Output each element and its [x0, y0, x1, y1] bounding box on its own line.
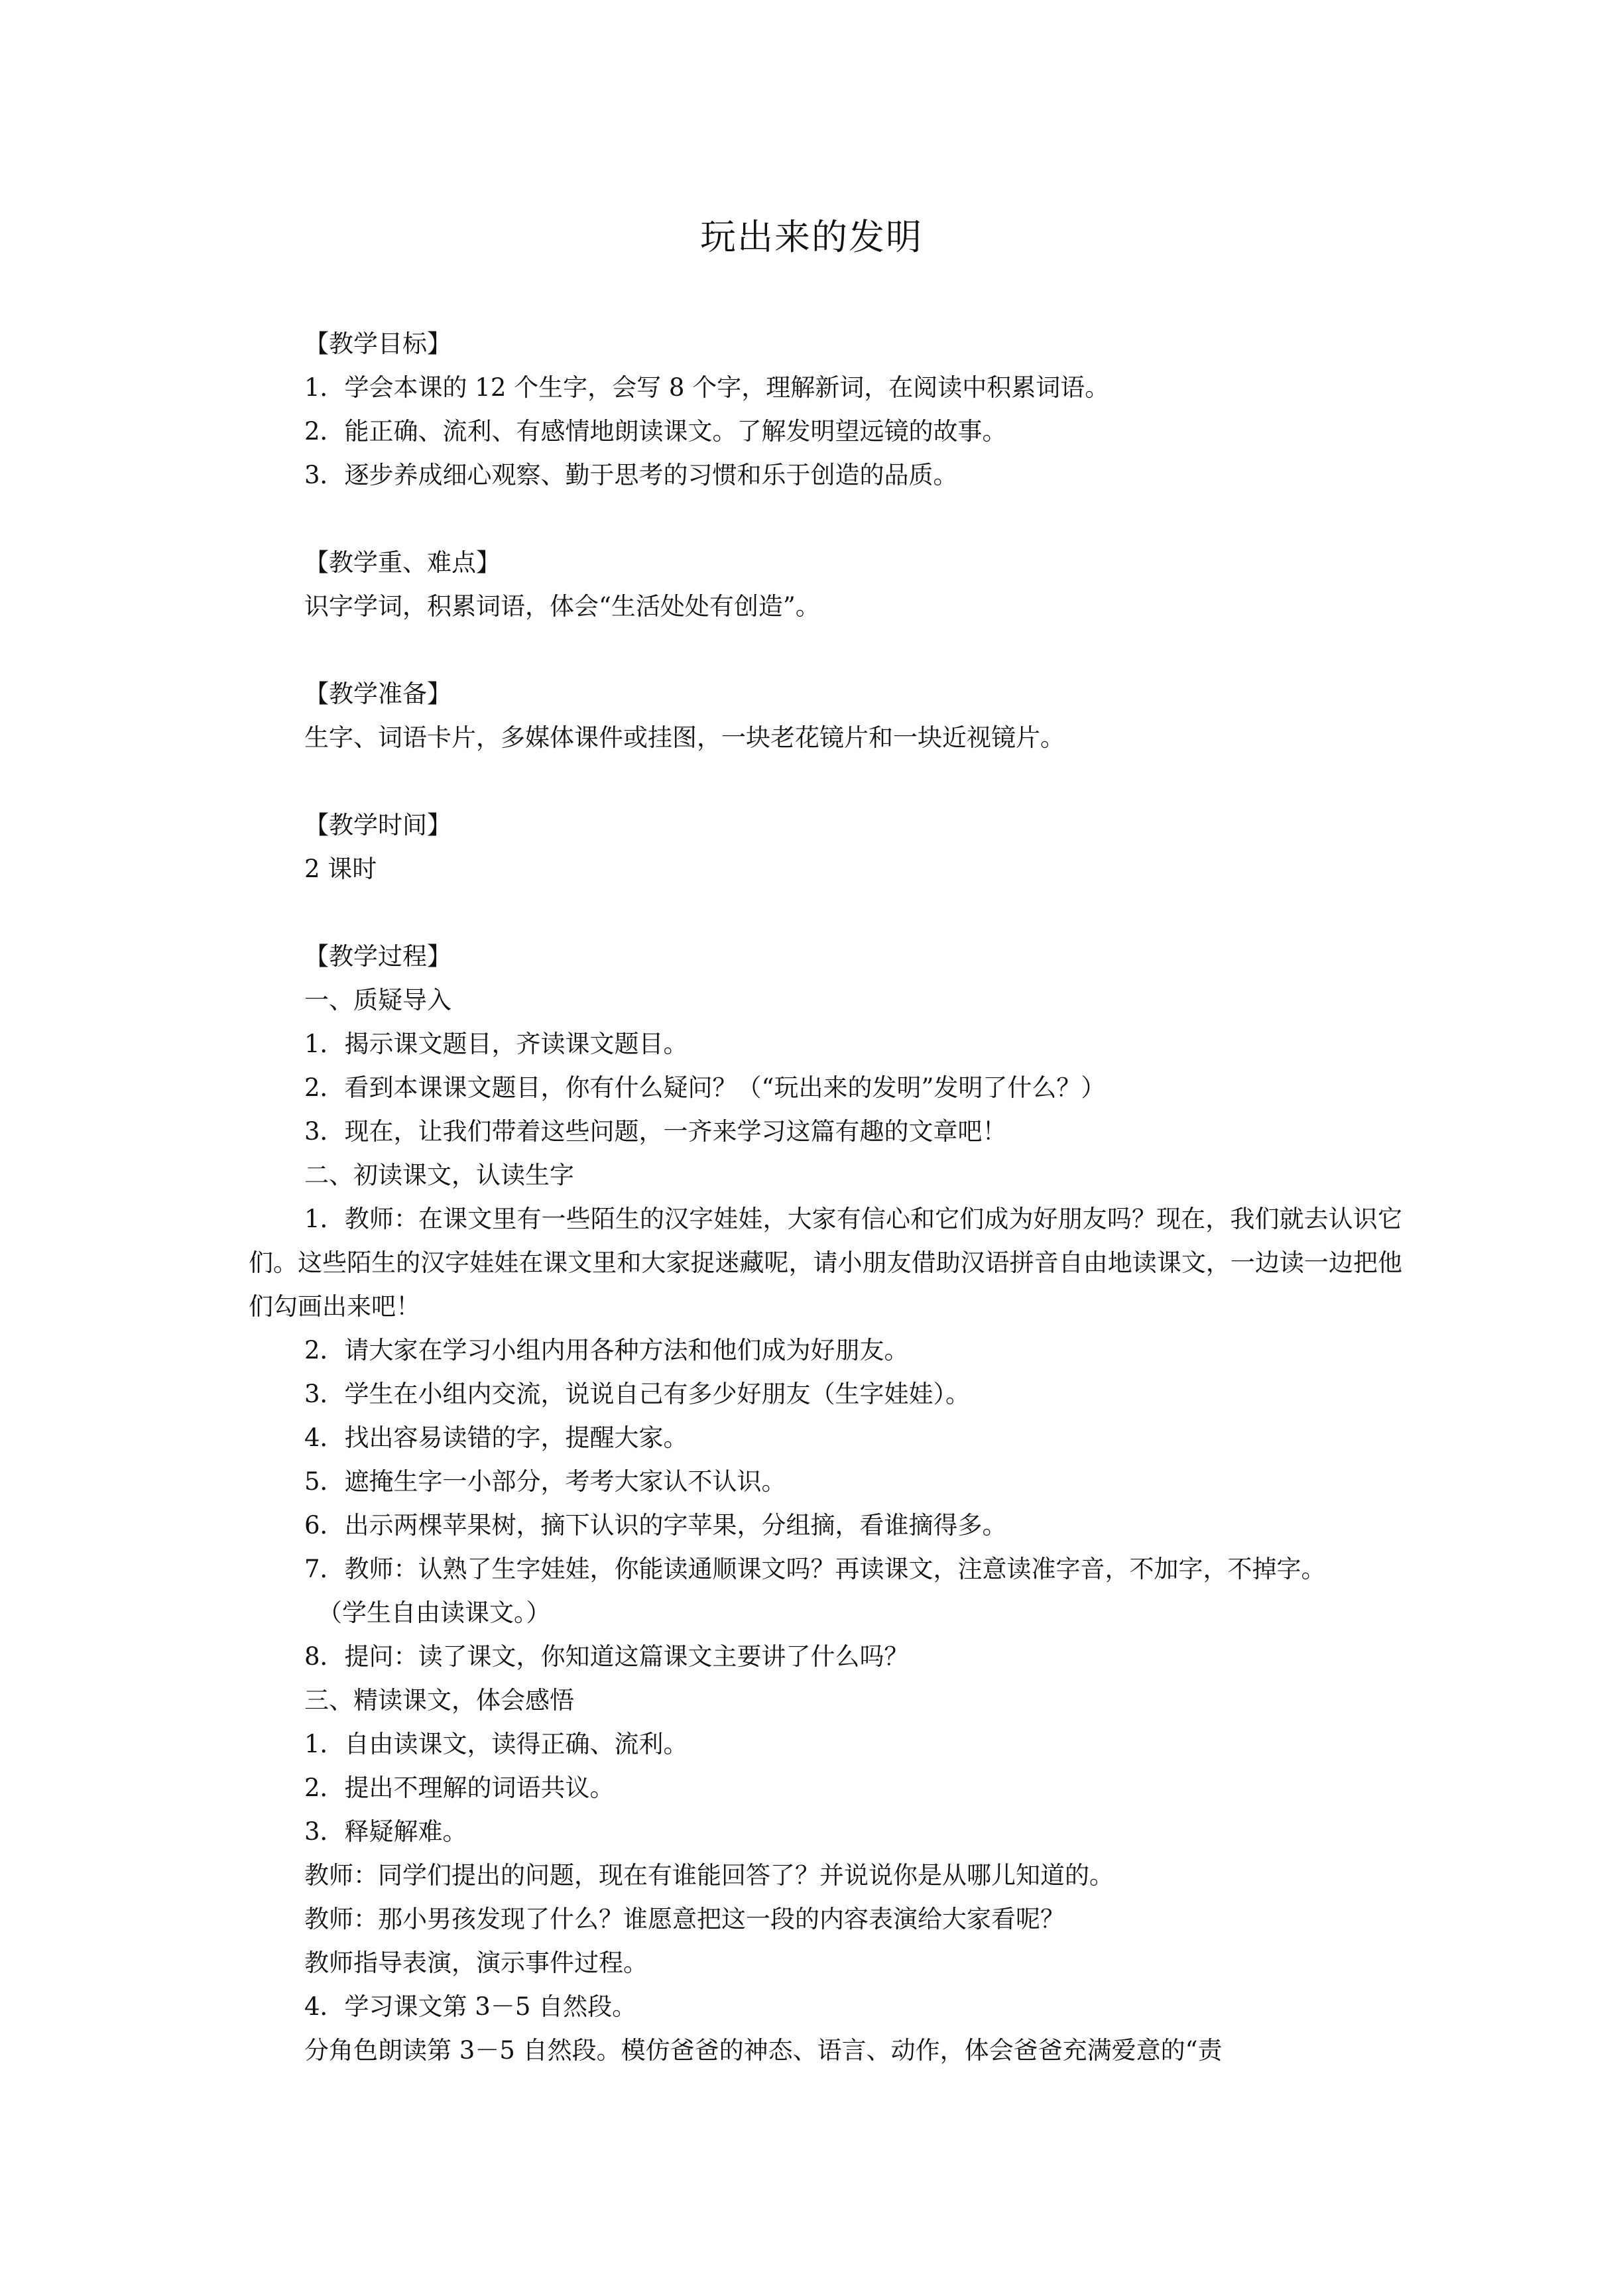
- process-line: 教师：同学们提出的问题，现在有谁能回答了？并说说你是从哪儿知道的。: [304, 1861, 1114, 1890]
- page-title: 玩出来的发明: [700, 216, 923, 258]
- process-line: 教师：那小男孩发现了什么？谁愿意把这一段的内容表演给大家看呢？: [304, 1905, 1065, 1933]
- process-line: 分角色朗读第 3－5 自然段。模仿爸爸的神态、语言、动作，体会爸爸充满爱意的“责: [304, 2036, 1223, 2065]
- process-line: 2．提出不理解的词语共议。: [304, 1774, 615, 1802]
- time-text: 2 课时: [304, 855, 377, 883]
- process-line: 2．请大家在学习小组内用各种方法和他们成为好朋友。: [304, 1336, 909, 1364]
- process-line: 4．学习课文第 3－5 自然段。: [304, 1992, 637, 2021]
- process-section-heading: 三、精读课文，体会感悟: [304, 1686, 574, 1715]
- process-line: 7．教师：认熟了生字娃娃，你能读通顺课文吗？再读课文，注意读准字音，不加字，不掉字。: [304, 1555, 1326, 1583]
- prep-heading: 【教学准备】: [304, 680, 451, 708]
- keypoints-heading: 【教学重、难点】: [304, 548, 501, 577]
- process-line: 1．教师：在课文里有一些陌生的汉字娃娃，大家有信心和它们成为好朋友吗？现在，我们就去认识它们。这些陌生的汉字娃娃在课文里和大家捉迷藏呢，请小朋友借助汉语拼音自由地读课文，一边读一边把他们勾画出来吧！: [249, 1205, 1402, 1321]
- process-line: 4．找出容易读错的字，提醒大家。: [304, 1423, 688, 1452]
- goal-item: 3．逐步养成细心观察、勤于思考的习惯和乐于创造的品质。: [304, 461, 958, 489]
- process-line: 6．出示两棵苹果树，摘下认识的字苹果，分组摘，看谁摘得多。: [304, 1511, 1007, 1540]
- goal-item: 2．能正确、流利、有感情地朗读课文。了解发明望远镜的故事。: [304, 417, 1007, 446]
- keypoints-text: 识字学词，积累词语，体会“生活处处有创造”。: [304, 592, 820, 621]
- process-line: 8．提问：读了课文，你知道这篇课文主要讲了什么吗？: [304, 1642, 909, 1671]
- spacer: [249, 891, 1402, 935]
- process-heading: 【教学过程】: [304, 942, 451, 971]
- spacer: [249, 497, 1402, 541]
- prep-text: 生字、词语卡片，多媒体课件或挂图，一块老花镜片和一块近视镜片。: [304, 723, 1065, 752]
- process-section-heading: 二、初读课文，认读生字: [304, 1161, 574, 1189]
- process-note: （学生自由读课文。）: [318, 1599, 551, 1627]
- process-line: 教师指导表演，演示事件过程。: [304, 1949, 648, 1977]
- process-line: 1．揭示课文题目，齐读课文题目。: [304, 1030, 688, 1058]
- spacer: [249, 629, 1402, 672]
- document-body: [249, 322, 1402, 2073]
- process-line: 3．现在，让我们带着这些问题，一齐来学习这篇有趣的文章吧！: [304, 1117, 1007, 1146]
- process-line: 2．看到本课课文题目，你有什么疑问？（“玩出来的发明”发明了什么？）: [304, 1073, 1106, 1102]
- spacer: [249, 760, 1402, 804]
- process-line: 3．释疑解难。: [304, 1817, 467, 1846]
- process-section-heading: 一、质疑导入: [304, 986, 451, 1014]
- process-line: 3．学生在小组内交流，说说自己有多少好朋友（生字娃娃）。: [304, 1380, 971, 1408]
- process-line: 5．遮掩生字一小部分，考考大家认不认识。: [304, 1467, 786, 1496]
- time-heading: 【教学时间】: [304, 811, 451, 839]
- goal-item: 1．学会本课的 12 个生字，会写 8 个字，理解新词，在阅读中积累词语。: [304, 373, 1110, 402]
- goals-heading: 【教学目标】: [304, 330, 451, 358]
- process-line: 1．自由读课文，读得正确、流利。: [304, 1730, 688, 1758]
